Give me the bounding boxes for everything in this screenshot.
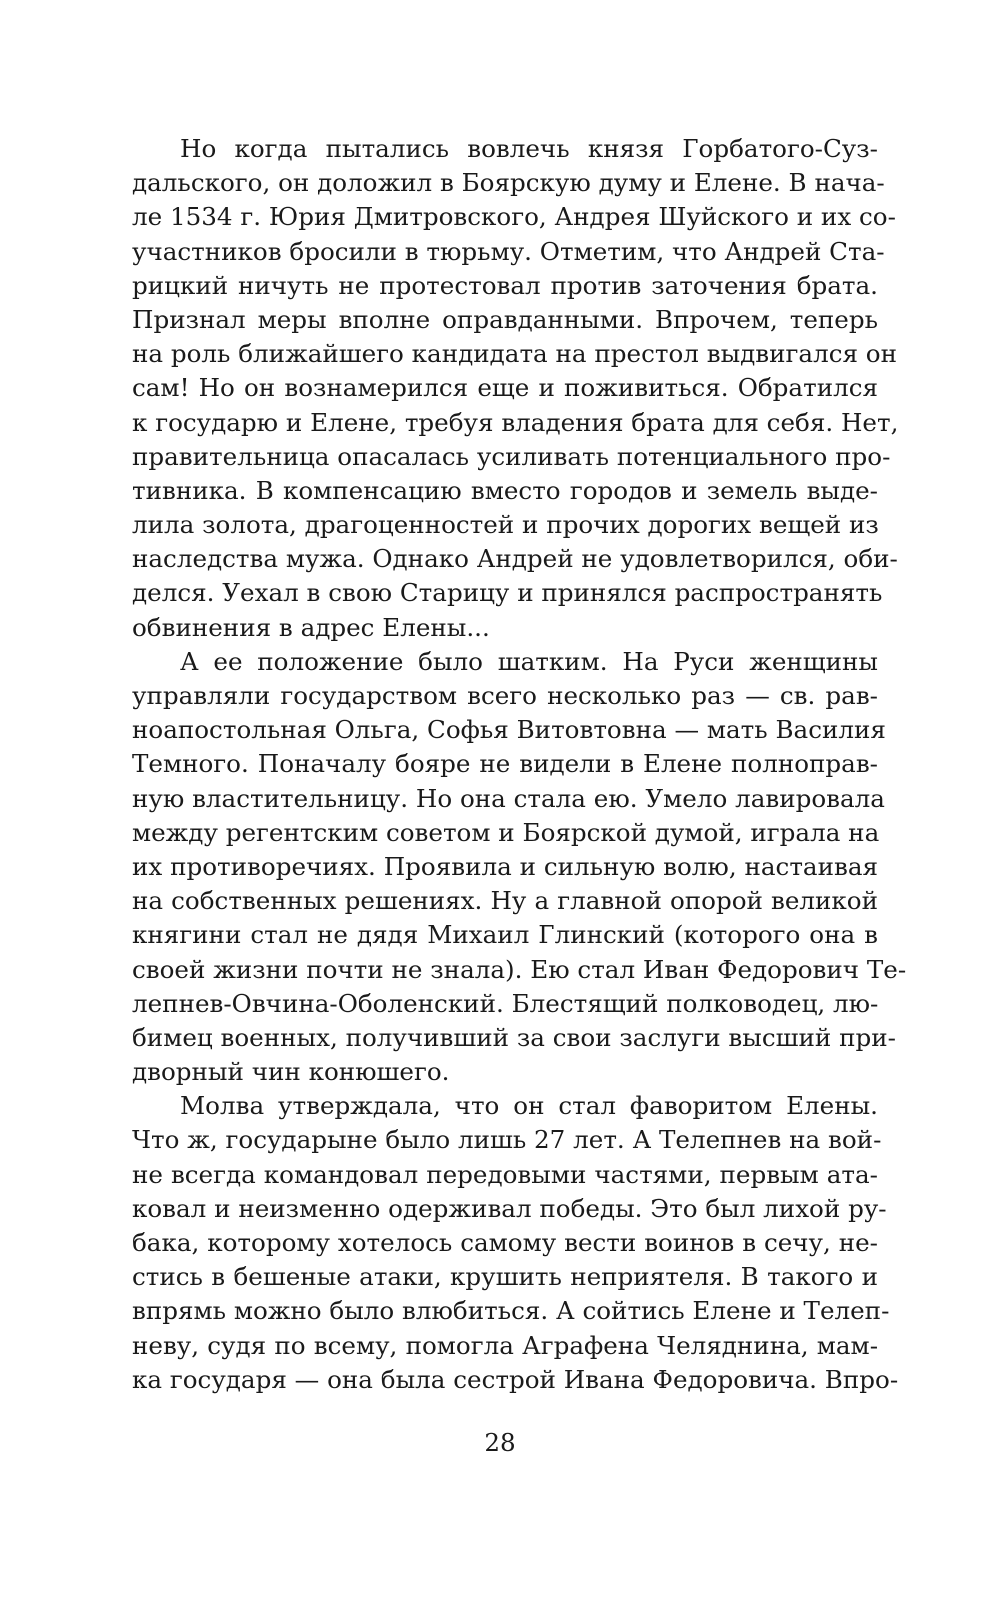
text-line: впрямь можно было влюбиться. А сойтись Елене и Телеп- xyxy=(132,1296,890,1326)
text-line: лепнев-Овчина-Оболенский. Блестящий полководец, лю- xyxy=(132,988,879,1018)
text-line: княгини стал не дядя Михаил Глинский (которого она в xyxy=(132,920,878,950)
text-line: на роль ближайшего кандидата на престол выдвигался он xyxy=(132,339,898,369)
paragraph-1 xyxy=(132,132,899,645)
text-line: не всегда командовал передовыми частями, первым ата- xyxy=(132,1159,878,1189)
page-number: 28 xyxy=(484,1428,516,1457)
body-text xyxy=(132,132,907,1397)
text-line: ную властительницу. Но она стала ею. Умело лавировала xyxy=(132,783,885,813)
text-line: дворный чин конюшего. xyxy=(132,1057,450,1087)
text-line: ковал и неизменно одерживал победы. Это был лихой ру- xyxy=(132,1193,887,1223)
text-line: их противоречиях. Проявила и сильную волю, настаивая xyxy=(132,851,878,881)
text-line: наследства мужа. Однако Андрей не удовлетворился, оби- xyxy=(132,544,898,574)
text-line: правительница опасалась усиливать потенциального про- xyxy=(132,441,891,471)
text-line: делся. Уехал в свою Старицу и принялся распространять xyxy=(132,578,883,608)
text-line: ноапостольная Ольга, Софья Витовтовна — мать Василия xyxy=(132,715,886,745)
text-line: бака, которому хотелось самому вести воинов в сечу, не- xyxy=(132,1228,878,1257)
text-line: управляли государством всего несколько раз — св. рав- xyxy=(132,681,878,710)
text-line: участников бросили в тюрьму. Отметим, что Андрей Ста- xyxy=(132,236,885,266)
text-line: Темного. Поначалу бояре не видели в Елене полноправ- xyxy=(132,749,878,779)
text-line: между регентским советом и Боярской думой, играла на xyxy=(132,817,880,847)
text-line: обвинения в адрес Елены... xyxy=(132,612,490,642)
text-line: на собственных решениях. Ну а главной опорой великой xyxy=(132,886,878,916)
text-line: стись в бешеные атаки, крушить неприятеля. В такого и xyxy=(132,1262,878,1292)
text-line: к государю и Елене, требуя владения брата для себя. Нет, xyxy=(132,407,899,437)
text-line: неву, судя по всему, помогла Аграфена Челяднина, мам- xyxy=(132,1330,878,1360)
text-line: своей жизни почти не знала). Ею стал Иван Федорович Те- xyxy=(132,954,907,984)
text-line: ка государя — она была сестрой Ивана Федоровича. Впро- xyxy=(132,1364,899,1394)
text-line: А ее положение было шатким. На Руси женщины xyxy=(180,646,878,676)
text-line: бимец военных, получивший за свои заслуги высший при- xyxy=(132,1022,896,1052)
text-line: дальского, он доложил в Боярскую думу и Елене. В нача- xyxy=(132,168,885,198)
text-line: сам! Но он вознамерился еще и поживиться. Обратился xyxy=(132,373,878,403)
paragraph-3 xyxy=(132,1089,899,1397)
text-line: Молва утверждала, что он стал фаворитом Елены. xyxy=(180,1091,878,1121)
text-line: лила золота, драгоценностей и прочих дорогих вещей из xyxy=(132,510,879,540)
paragraph-2 xyxy=(132,645,907,1089)
text-line: рицкий ничуть не протестовал против заточения брата. xyxy=(132,270,878,300)
text-line: Но когда пытались вовлечь князя Горбатого-Суз- xyxy=(180,134,878,163)
text-line: ле 1534 г. Юрия Дмитровского, Андрея Шуйского и их со- xyxy=(132,202,896,232)
text-line: Признал меры вполне оправданными. Впрочем, теперь xyxy=(132,304,878,334)
text-line: тивника. В компенсацию вместо городов и земель выде- xyxy=(132,475,878,505)
text-line: Что ж, государыне было лишь 27 лет. А Телепнев на вой- xyxy=(132,1125,882,1155)
